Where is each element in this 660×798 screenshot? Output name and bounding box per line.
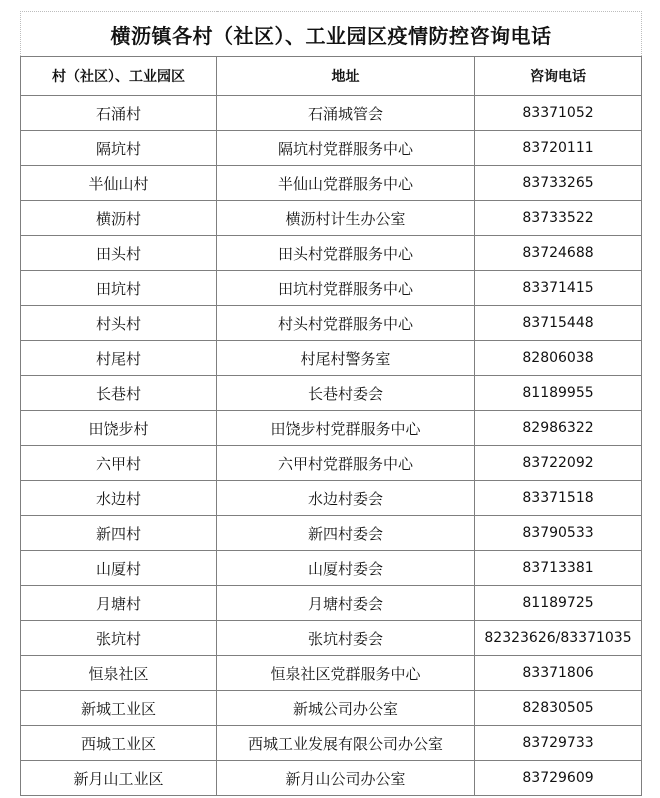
village-cell: 恒泉社区	[21, 656, 217, 691]
phone-cell: 83720111	[475, 131, 642, 166]
phone-cell: 82806038	[475, 341, 642, 376]
village-cell: 石涌村	[21, 96, 217, 131]
village-cell: 村头村	[21, 306, 217, 341]
address-cell: 石涌城管会	[217, 96, 475, 131]
header-row	[21, 57, 642, 96]
address-cell: 新城公司办公室	[217, 691, 475, 726]
phone-cell: 83729609	[475, 761, 642, 796]
table-row	[21, 656, 642, 691]
address-cell: 村尾村警务室	[217, 341, 475, 376]
address-cell: 田坑村党群服务中心	[217, 271, 475, 306]
table-row	[21, 516, 642, 551]
phone-directory-table	[20, 11, 642, 796]
village-cell: 田饶步村	[21, 411, 217, 446]
phone-cell: 83371052	[475, 96, 642, 131]
village-cell: 六甲村	[21, 446, 217, 481]
phone-cell: 83724688	[475, 236, 642, 271]
phone-cell: 83713381	[475, 551, 642, 586]
table-row	[21, 481, 642, 516]
table-title: 横沥镇各村（社区）、工业园区疫情防控咨询电话	[21, 12, 642, 57]
phone-cell: 82986322	[475, 411, 642, 446]
address-cell: 张坑村委会	[217, 621, 475, 656]
table-row	[21, 306, 642, 341]
village-cell: 横沥村	[21, 201, 217, 236]
address-cell: 水边村委会	[217, 481, 475, 516]
address-cell: 横沥村计生办公室	[217, 201, 475, 236]
village-cell: 新月山工业区	[21, 761, 217, 796]
table-row	[21, 166, 642, 201]
village-cell: 新四村	[21, 516, 217, 551]
village-cell: 张坑村	[21, 621, 217, 656]
village-cell: 隔坑村	[21, 131, 217, 166]
header-phone: 咨询电话	[475, 57, 642, 96]
table-row	[21, 586, 642, 621]
village-cell: 水边村	[21, 481, 217, 516]
phone-cell: 83722092	[475, 446, 642, 481]
table-row	[21, 96, 642, 131]
table-row	[21, 691, 642, 726]
address-cell: 恒泉社区党群服务中心	[217, 656, 475, 691]
header-village: 村（社区）、工业园区	[21, 57, 217, 96]
phone-cell: 83790533	[475, 516, 642, 551]
table-row	[21, 271, 642, 306]
address-cell: 田饶步村党群服务中心	[217, 411, 475, 446]
village-cell: 山厦村	[21, 551, 217, 586]
table-row	[21, 551, 642, 586]
address-cell: 山厦村委会	[217, 551, 475, 586]
address-cell: 隔坑村党群服务中心	[217, 131, 475, 166]
village-cell: 田头村	[21, 236, 217, 271]
village-cell: 村尾村	[21, 341, 217, 376]
village-cell: 西城工业区	[21, 726, 217, 761]
table-row	[21, 621, 642, 656]
header-address: 地址	[217, 57, 475, 96]
title-row	[21, 12, 642, 57]
village-cell: 田坑村	[21, 271, 217, 306]
address-cell: 西城工业发展有限公司办公室	[217, 726, 475, 761]
village-cell: 新城工业区	[21, 691, 217, 726]
village-cell: 长巷村	[21, 376, 217, 411]
table-row	[21, 201, 642, 236]
village-cell: 半仙山村	[21, 166, 217, 201]
phone-cell: 83371806	[475, 656, 642, 691]
table-row	[21, 341, 642, 376]
address-cell: 新月山公司办公室	[217, 761, 475, 796]
phone-cell: 81189725	[475, 586, 642, 621]
address-cell: 长巷村委会	[217, 376, 475, 411]
phone-cell: 83729733	[475, 726, 642, 761]
address-cell: 六甲村党群服务中心	[217, 446, 475, 481]
phone-cell: 81189955	[475, 376, 642, 411]
phone-cell: 83733522	[475, 201, 642, 236]
phone-directory-sheet	[20, 11, 641, 796]
phone-cell: 82830505	[475, 691, 642, 726]
phone-cell: 83715448	[475, 306, 642, 341]
address-cell: 新四村委会	[217, 516, 475, 551]
table-row	[21, 236, 642, 271]
address-cell: 月塘村委会	[217, 586, 475, 621]
address-cell: 村头村党群服务中心	[217, 306, 475, 341]
phone-cell: 83371518	[475, 481, 642, 516]
phone-cell: 82323626/83371035	[475, 621, 642, 656]
phone-cell: 83371415	[475, 271, 642, 306]
table-row	[21, 761, 642, 796]
village-cell: 月塘村	[21, 586, 217, 621]
table-row	[21, 446, 642, 481]
phone-cell: 83733265	[475, 166, 642, 201]
address-cell: 田头村党群服务中心	[217, 236, 475, 271]
address-cell: 半仙山党群服务中心	[217, 166, 475, 201]
table-row	[21, 726, 642, 761]
table-row	[21, 376, 642, 411]
table-row	[21, 131, 642, 166]
table-row	[21, 411, 642, 446]
